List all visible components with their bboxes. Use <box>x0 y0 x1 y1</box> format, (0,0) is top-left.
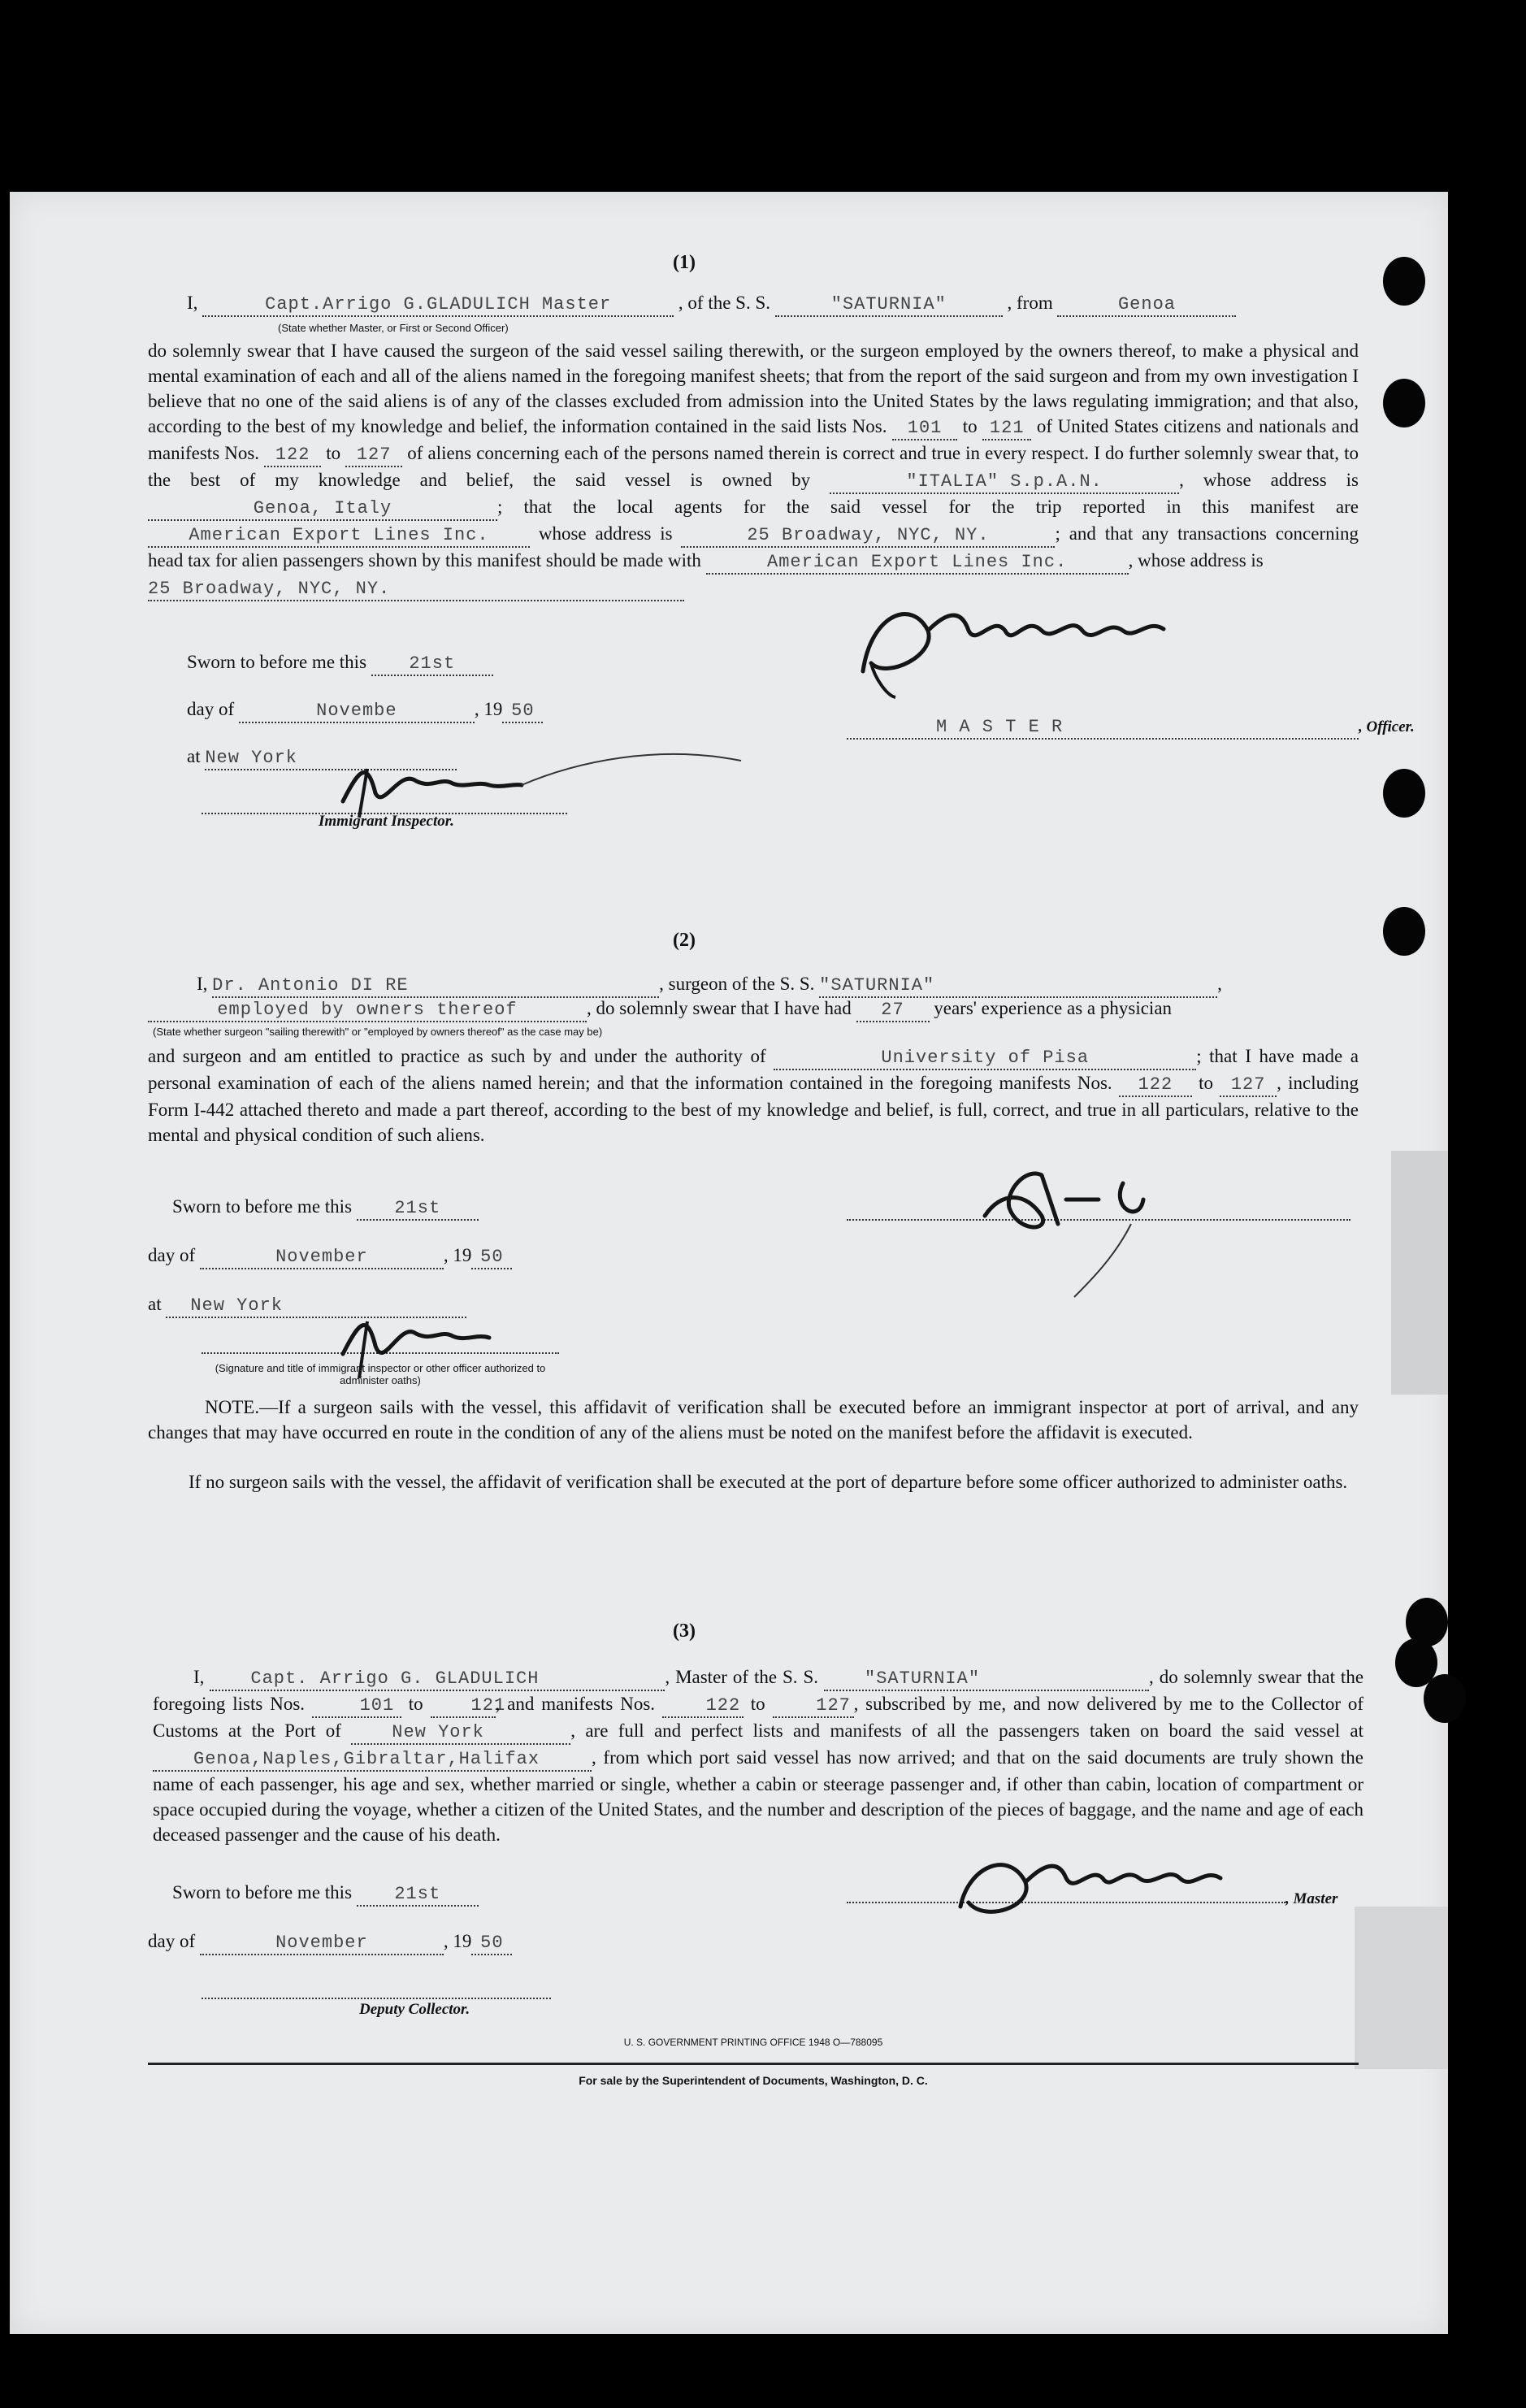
from-label: , from <box>1007 293 1053 313</box>
master-signature-2 <box>944 1833 1269 1931</box>
pronoun: I, <box>187 293 198 313</box>
manifests-from-field[interactable]: 122 <box>264 445 321 467</box>
printing-office-note: U. S. GOVERNMENT PRINTING OFFICE 1948 O—788095 <box>623 2037 883 2048</box>
section-3-lists-from-field[interactable]: 101 <box>312 1695 401 1718</box>
section-3-master-field[interactable]: Capt. Arrigo G. GLADULICH <box>210 1668 665 1691</box>
punch-hole <box>1383 907 1425 956</box>
form-sheet <box>10 192 1448 2334</box>
lists-to-field[interactable]: 121 <box>982 418 1031 440</box>
section-3-lists-to-field[interactable]: 121 <box>431 1695 496 1718</box>
surgeon-vessel-field[interactable]: "SATURNIA" <box>819 975 1217 998</box>
month-field[interactable]: Novembe <box>239 701 475 723</box>
section-2-number: (2) <box>673 930 696 951</box>
section-3-manifests-from-field[interactable]: 122 <box>662 1695 743 1718</box>
section-1-sworn: Sworn to before me this 21st <box>187 652 493 676</box>
section-3-year-field[interactable]: 50 <box>471 1933 512 1955</box>
section-2-header: I, Dr. Antonio DI RE , surgeon of the S. S. "SATURNIA" , <box>197 974 1222 998</box>
surgeon-manifests-to-field[interactable]: 127 <box>1220 1074 1277 1097</box>
place-field[interactable]: New York <box>205 748 457 770</box>
master-hint: (State whether Master, or First or Second Officer) <box>278 322 509 334</box>
tape-strip <box>1355 1907 1448 2069</box>
collector-label: Deputy Collector. <box>359 2001 470 2018</box>
footer-rule <box>148 2063 1359 2065</box>
authority-field[interactable]: University of Pisa <box>774 1048 1196 1070</box>
section-3-number: (3) <box>673 1621 696 1642</box>
section-2-body: and surgeon and am entitled to practice as such by and under the authority of University of Pisa ; that I have made a personal examination of each of the aliens named herein; and that the information contained in the foregoing manifests Nos. 122 to 127 , including Form I-442 attached thereto and made a part thereof, according to the best of my knowledge and belief, is full, correct, and true in all particulars, relative to the mental and physical condition of such aliens. <box>148 1046 1359 1145</box>
tax-agent-field[interactable]: American Export Lines Inc. <box>706 552 1129 575</box>
section-3-manifests-to-field[interactable]: 127 <box>773 1695 854 1718</box>
section-1-number: (1) <box>673 252 696 273</box>
section-2-sworn: Sworn to before me this 21st <box>172 1196 479 1221</box>
punch-hole <box>1383 257 1425 306</box>
year-field[interactable]: 50 <box>502 701 543 723</box>
officer-title-field[interactable]: M A S T E R <box>847 717 1359 740</box>
surgeon-signature-line <box>847 1204 1350 1226</box>
surgeon-place-field[interactable]: New York <box>166 1295 466 1318</box>
section-2-date: day of November , 19 50 <box>148 1245 512 1269</box>
inspector-label: Immigrant Inspector. <box>319 813 454 830</box>
section-2-signer-line <box>202 1338 559 1359</box>
punch-hole <box>1395 1638 1437 1687</box>
section-3-body: I, Capt. Arrigo G. GLADULICH , Master of the S. S. "SATURNIA" , do solemnly swear that the foregoing lists Nos. 101 to 121, and manifests Nos. 122 to 127 , subscribed by me, and now delivered by me to the Collector of Customs at the Port of New York , are full and perfect lists and manifests of all the passengers taken on board the said vessel at Genoa,Naples,Gibraltar,Halifax , from which port said vessel has now arrived; and that on the said documents are truly shown the name of each passenger, his age and sex, whether married or single, whether a cabin or steerage passenger and, if other than cabin, location of compartment or space occupied during the voyage, whether a citizen of the United States, and the number and description of the pieces of baggage, and the name and age of each deceased passenger and the cause of his death. <box>153 1667 1364 1845</box>
agents-field[interactable]: American Export Lines Inc. <box>148 525 530 548</box>
section-1-date: day of Novembe , 19 50 <box>187 699 543 723</box>
punch-hole <box>1383 769 1425 818</box>
section-3-vessel-field[interactable]: "SATURNIA" <box>824 1668 1149 1691</box>
manifests-to-field[interactable]: 127 <box>345 445 402 467</box>
note-paragraph: NOTE.—If a surgeon sails with the vessel, this affidavit of verification shall be executed before an immigrant inspector at port of arrival, and any changes that may have occurred en route in the condition of any of the aliens must be noted on the manifest before the affidavit is executed. <box>148 1397 1359 1443</box>
section-3-ports-of-call-field[interactable]: Genoa,Naples,Gibraltar,Halifax <box>153 1749 592 1772</box>
section-2-place: at New York <box>148 1294 466 1318</box>
surgeon-sworn-day-field[interactable]: 21st <box>357 1198 479 1221</box>
of-ss-label: , of the S. S. <box>678 293 771 313</box>
lists-from-field[interactable]: 101 <box>892 418 957 440</box>
section-3-date: day of November , 19 50 <box>148 1931 512 1955</box>
vessel-field[interactable]: "SATURNIA" <box>775 294 1003 317</box>
section-3-port-field[interactable]: New York <box>351 1722 570 1745</box>
agents-address-field[interactable]: 25 Broadway, NYC, NY. <box>681 525 1055 548</box>
section-1-header <box>187 293 1236 317</box>
surgeon-month-field[interactable]: November <box>200 1247 444 1269</box>
sworn-day-field[interactable]: 21st <box>371 653 493 676</box>
note-paragraph-2: If no surgeon sails with the vessel, the affidavit of verification shall be executed at the port of departure before some officer authorized to administer oaths. <box>189 1472 1348 1492</box>
punch-hole <box>1424 1674 1466 1723</box>
port-from-field[interactable]: Genoa <box>1057 294 1236 317</box>
punch-hole <box>1383 379 1425 427</box>
owner-address-field[interactable]: Genoa, Italy <box>148 498 497 521</box>
section-1-body: do solemnly swear that I have caused the surgeon of the said vessel sailing therewith, or the surgeon employed by the owners thereof, to make a physical and mental examination of each and all of the aliens named in the foregoing manifest sheets; that from the report of the said surgeon and from my own investigation I believe that no one of the said aliens is of any of the classes excluded from admission into the United States by the laws regulating immigration; and that also, according to the best of my knowledge and belief, the information contained in the said lists Nos. 101 to 121 of United States citizens and nationals and manifests Nos. 122 to 127 of aliens concerning each of the persons named therein is correct and true in every respect. I do further solemnly swear that, to the best of my knowledge and belief, the said vessel is owned by "ITALIA" S.p.A.N. , whose address is Genoa, Italy ; that the local agents for the said vessel for the trip reported in this manifest are American Export Lines Inc. whose address is 25 Broadway, NYC, NY. ; and that any transactions concerning head tax for alien passengers shown by this manifest should be made with American Export Lines Inc. , whose address is 25 Broadway, NYC, NY. <box>148 338 1359 601</box>
section-3-sworn-day-field[interactable]: 21st <box>357 1884 479 1907</box>
section-1-place: at New York <box>187 746 457 770</box>
for-sale-note: For sale by the Superintendent of Documents, Washington, D. C. <box>579 2074 928 2087</box>
employment-hint: (State whether surgeon "sailing therewith" or "employed by owners thereof" as the case may be) <box>153 1026 603 1038</box>
surgeon-manifests-from-field[interactable]: 122 <box>1119 1074 1192 1097</box>
section-2-employment: employed by owners thereof , do solemnly swear that I have had 27 years' experience as a physician <box>148 998 1172 1022</box>
tape-strip <box>1391 1151 1448 1395</box>
surgeon-year-field[interactable]: 50 <box>471 1247 512 1269</box>
officer-title-row: M A S T E R , Officer. <box>847 715 1415 740</box>
section-3-month-field[interactable]: November <box>200 1933 444 1955</box>
tax-address-field[interactable]: 25 Broadway, NYC, NY. <box>148 579 684 601</box>
signer-hint: (Signature and title of immigrant inspector or other officer authorized to administer oaths) <box>215 1362 546 1386</box>
section-3-master-line: , Master <box>847 1887 1337 1908</box>
section-3-sworn: Sworn to before me this 21st <box>172 1882 479 1907</box>
employment-field[interactable]: employed by owners thereof <box>148 1000 587 1022</box>
years-field[interactable]: 27 <box>856 1000 930 1022</box>
owner-field[interactable]: "ITALIA" S.p.A.N. <box>830 471 1179 494</box>
master-name-field[interactable]: Capt.Arrigo G.GLADULICH Master <box>202 294 674 317</box>
surgeon-name-field[interactable]: Dr. Antonio DI RE <box>212 975 659 998</box>
